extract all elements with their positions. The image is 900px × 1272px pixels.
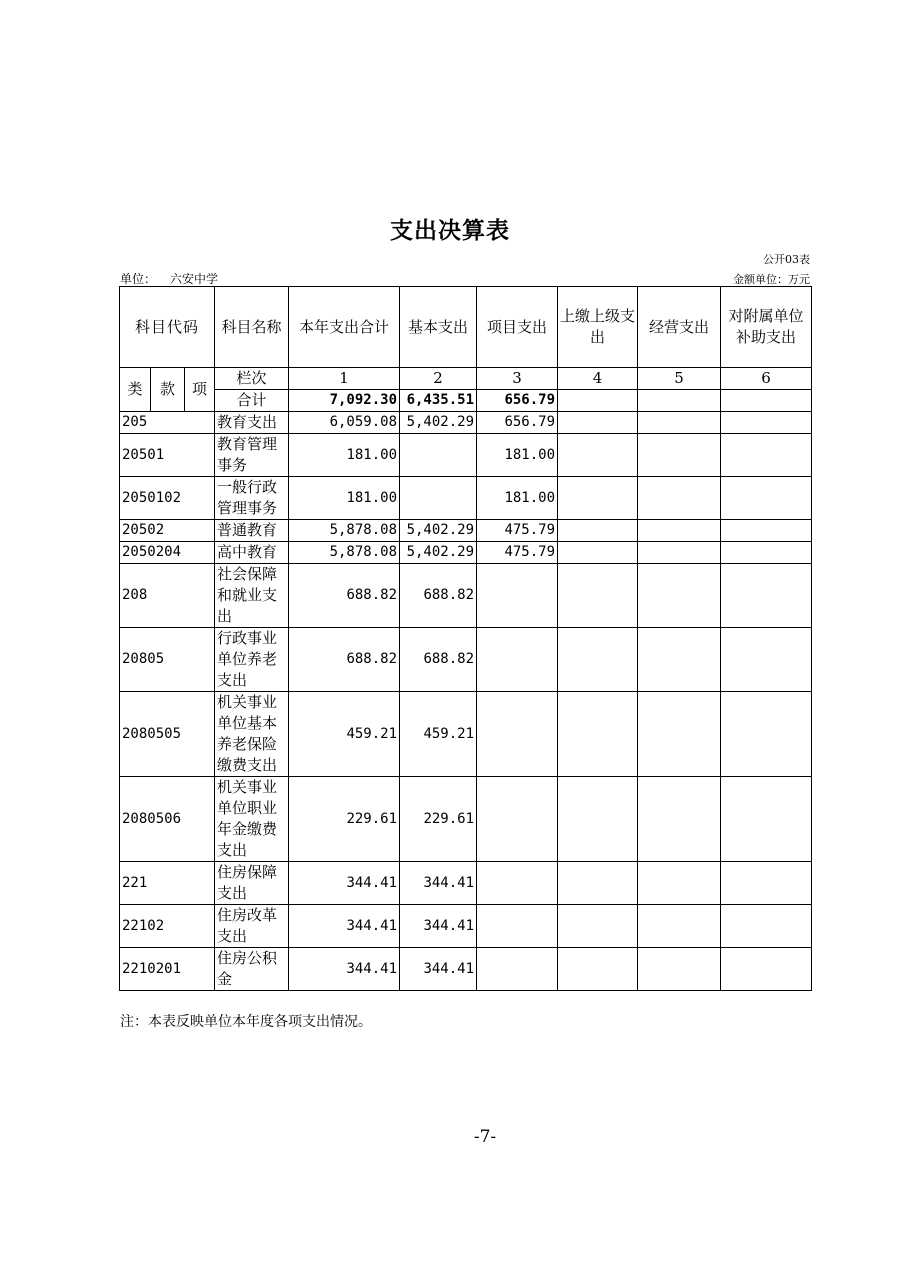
row-business	[638, 862, 721, 905]
column-index-row	[120, 368, 812, 390]
row-upper	[558, 564, 638, 628]
row-basic: 688.82	[400, 628, 477, 692]
total-project: 656.79	[477, 390, 558, 412]
header-business: 经营支出	[638, 287, 721, 368]
table-row	[120, 520, 812, 542]
row-upper	[558, 948, 638, 991]
unit-label: 单位：	[120, 272, 157, 286]
table-row	[120, 564, 812, 628]
unit-line	[120, 270, 218, 287]
row-project: 656.79	[477, 412, 558, 434]
row-upper	[558, 520, 638, 542]
row-name: 普通教育	[215, 520, 289, 542]
row-basic: 344.41	[400, 905, 477, 948]
row-total: 688.82	[289, 564, 400, 628]
row-subsidy	[721, 628, 812, 692]
table-row	[120, 412, 812, 434]
row-name: 住房公积金	[215, 948, 289, 991]
row-code: 2080505	[120, 692, 215, 777]
row-upper	[558, 434, 638, 477]
col-index-5: 5	[638, 368, 721, 390]
row-project	[477, 692, 558, 777]
row-code: 2050204	[120, 542, 215, 564]
row-upper	[558, 477, 638, 520]
row-basic: 344.41	[400, 948, 477, 991]
total-label: 合计	[215, 390, 289, 412]
header-subsidy: 对附属单位补助支出	[721, 287, 812, 368]
col-index-4: 4	[558, 368, 638, 390]
unit-value: 六安中学	[170, 272, 219, 286]
row-subsidy	[721, 412, 812, 434]
row-business	[638, 434, 721, 477]
table-row	[120, 777, 812, 862]
table-row	[120, 628, 812, 692]
money-unit: 金额单位：万元	[733, 273, 810, 286]
page-number: -7-	[473, 1127, 497, 1147]
row-business	[638, 520, 721, 542]
row-basic: 344.41	[400, 862, 477, 905]
row-project: 475.79	[477, 520, 558, 542]
row-project	[477, 862, 558, 905]
header-xiang: 项	[185, 368, 215, 412]
row-project: 181.00	[477, 477, 558, 520]
row-basic: 5,402.29	[400, 412, 477, 434]
row-total: 5,878.08	[289, 542, 400, 564]
row-subsidy	[721, 948, 812, 991]
row-subsidy	[721, 692, 812, 777]
row-code: 221	[120, 862, 215, 905]
table-row	[120, 434, 812, 477]
header-upper: 上缴上级支出	[558, 287, 638, 368]
row-basic: 459.21	[400, 692, 477, 777]
row-total: 6,059.08	[289, 412, 400, 434]
total-total: 7,092.30	[289, 390, 400, 412]
row-name: 机关事业单位职业年金缴费支出	[215, 777, 289, 862]
header-code: 科目代码	[120, 287, 215, 368]
header-basic: 基本支出	[400, 287, 477, 368]
row-upper	[558, 905, 638, 948]
row-subsidy	[721, 564, 812, 628]
table-row	[120, 948, 812, 991]
header-project: 项目支出	[477, 287, 558, 368]
total-row	[120, 390, 812, 412]
row-business	[638, 412, 721, 434]
header-name: 科目名称	[215, 287, 289, 368]
row-business	[638, 905, 721, 948]
col-index-3: 3	[477, 368, 558, 390]
row-name: 社会保障和就业支出	[215, 564, 289, 628]
row-project	[477, 777, 558, 862]
row-code: 205	[120, 412, 215, 434]
row-project	[477, 564, 558, 628]
row-subsidy	[721, 477, 812, 520]
expenditure-table	[119, 286, 812, 991]
row-name: 高中教育	[215, 542, 289, 564]
row-basic	[400, 434, 477, 477]
row-subsidy	[721, 905, 812, 948]
row-total: 181.00	[289, 434, 400, 477]
row-code: 20502	[120, 520, 215, 542]
row-business	[638, 542, 721, 564]
row-business	[638, 692, 721, 777]
row-upper	[558, 777, 638, 862]
row-basic: 688.82	[400, 564, 477, 628]
row-total: 344.41	[289, 948, 400, 991]
row-upper	[558, 862, 638, 905]
row-total: 181.00	[289, 477, 400, 520]
row-project	[477, 905, 558, 948]
row-code: 2080506	[120, 777, 215, 862]
total-basic: 6,435.51	[400, 390, 477, 412]
row-total: 229.61	[289, 777, 400, 862]
row-code: 2050102	[120, 477, 215, 520]
row-project	[477, 628, 558, 692]
table-row	[120, 692, 812, 777]
row-name: 住房保障支出	[215, 862, 289, 905]
header-lei: 类	[120, 368, 151, 412]
col-index-6: 6	[721, 368, 812, 390]
row-business	[638, 628, 721, 692]
row-business	[638, 777, 721, 862]
row-name: 一般行政管理事务	[215, 477, 289, 520]
table-body	[120, 412, 812, 991]
row-subsidy	[721, 434, 812, 477]
table-row	[120, 542, 812, 564]
row-code: 2210201	[120, 948, 215, 991]
row-total: 459.21	[289, 692, 400, 777]
row-code: 22102	[120, 905, 215, 948]
header-row	[120, 287, 812, 368]
row-upper	[558, 628, 638, 692]
row-total: 344.41	[289, 862, 400, 905]
row-name: 教育支出	[215, 412, 289, 434]
header-total: 本年支出合计	[289, 287, 400, 368]
row-subsidy	[721, 520, 812, 542]
page-title: 支出决算表	[390, 218, 510, 244]
table-row	[120, 905, 812, 948]
table-row	[120, 862, 812, 905]
row-code: 208	[120, 564, 215, 628]
table-row	[120, 477, 812, 520]
row-basic	[400, 477, 477, 520]
row-name: 教育管理事务	[215, 434, 289, 477]
row-business	[638, 477, 721, 520]
table-note: 注：本表反映单位本年度各项支出情况。	[120, 1014, 372, 1030]
row-project: 181.00	[477, 434, 558, 477]
form-number: 公开03表	[763, 253, 810, 266]
row-business	[638, 948, 721, 991]
row-basic: 5,402.29	[400, 520, 477, 542]
row-name: 机关事业单位基本养老保险缴费支出	[215, 692, 289, 777]
row-business	[638, 564, 721, 628]
row-name: 住房改革支出	[215, 905, 289, 948]
col-index-1: 1	[289, 368, 400, 390]
row-total: 688.82	[289, 628, 400, 692]
col-index-2: 2	[400, 368, 477, 390]
row-total: 344.41	[289, 905, 400, 948]
header-kuan: 款	[151, 368, 185, 412]
row-name: 行政事业单位养老支出	[215, 628, 289, 692]
row-upper	[558, 692, 638, 777]
row-basic: 5,402.29	[400, 542, 477, 564]
row-basic: 229.61	[400, 777, 477, 862]
row-total: 5,878.08	[289, 520, 400, 542]
row-upper	[558, 412, 638, 434]
row-project: 475.79	[477, 542, 558, 564]
row-project	[477, 948, 558, 991]
row-code: 20501	[120, 434, 215, 477]
row-subsidy	[721, 862, 812, 905]
row-subsidy	[721, 542, 812, 564]
row-subsidy	[721, 777, 812, 862]
row-upper	[558, 542, 638, 564]
row-code: 20805	[120, 628, 215, 692]
header-lanci: 栏次	[215, 368, 289, 390]
